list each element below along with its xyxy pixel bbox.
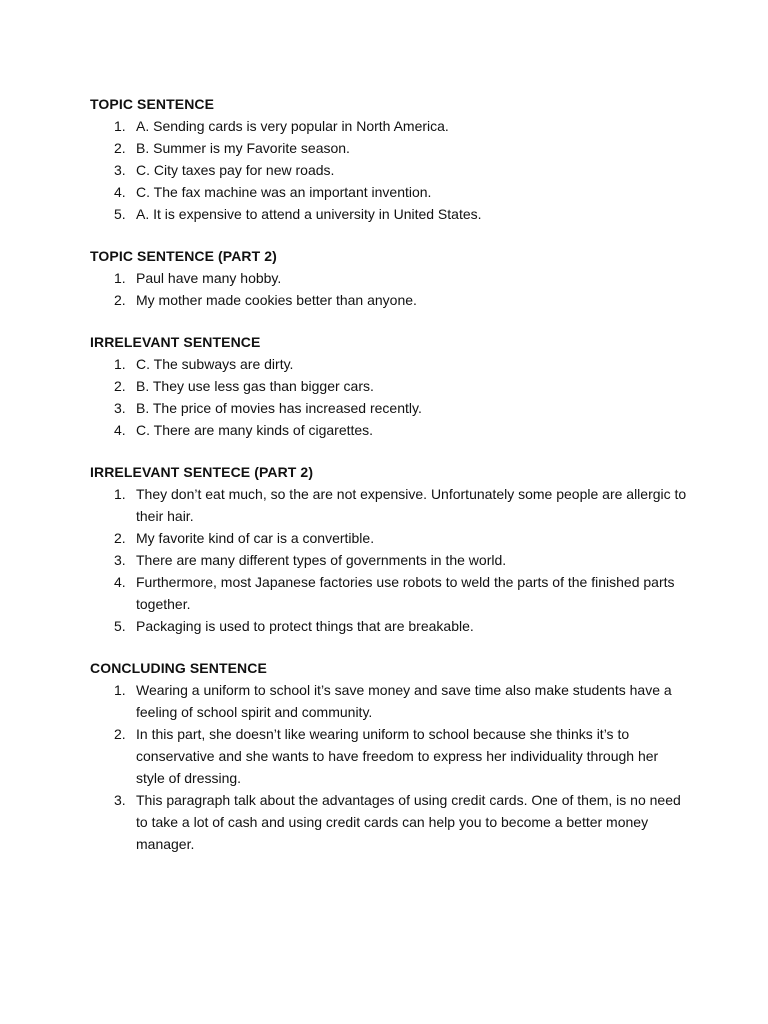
list-item xyxy=(90,159,690,181)
item-text: Paul have many hobby. xyxy=(136,270,282,286)
item-number: 5. xyxy=(114,618,126,634)
list-item xyxy=(90,571,690,615)
item-text: This paragraph talk about the advantages of using credit cards. One of them, is no need to take a lot of cash and using credit cards can help you to become a better money manager. xyxy=(136,792,681,852)
item-number: 2. xyxy=(114,530,126,546)
section-heading: IRRELEVANT SENTENCE xyxy=(90,334,261,350)
section-topic-sentence-part-2 xyxy=(90,245,690,311)
answer-list xyxy=(90,115,690,225)
item-number: 5. xyxy=(114,206,126,222)
item-text: My favorite kind of car is a convertible. xyxy=(136,530,375,546)
item-number: 1. xyxy=(114,270,126,286)
item-number: 2. xyxy=(114,292,126,308)
answer-list xyxy=(90,353,690,441)
list-item xyxy=(90,615,690,637)
item-text: A. Sending cards is very popular in North America. xyxy=(136,118,449,134)
item-text: There are many different types of governments in the world. xyxy=(136,552,507,568)
answer-list xyxy=(90,267,690,311)
item-number: 3. xyxy=(114,400,126,416)
list-item xyxy=(90,549,690,571)
section-topic-sentence xyxy=(90,93,690,225)
list-item xyxy=(90,375,690,397)
item-number: 1. xyxy=(114,356,126,372)
item-number: 4. xyxy=(114,422,126,438)
section-heading: CONCLUDING SENTENCE xyxy=(90,660,267,676)
item-number: 1. xyxy=(114,682,126,698)
item-text: My mother made cookies better than anyone. xyxy=(136,292,417,308)
item-number: 4. xyxy=(114,184,126,200)
item-text: B. Summer is my Favorite season. xyxy=(136,140,350,156)
item-number: 2. xyxy=(114,140,126,156)
item-text: C. City taxes pay for new roads. xyxy=(136,162,335,178)
item-text: C. The fax machine was an important invention. xyxy=(136,184,432,200)
document-page xyxy=(90,93,690,875)
list-item xyxy=(90,203,690,225)
item-number: 3. xyxy=(114,162,126,178)
item-text: They don’t eat much, so the are not expensive. Unfortunately some people are allergic to their hair. xyxy=(136,486,687,524)
item-number: 2. xyxy=(114,378,126,394)
item-number: 1. xyxy=(114,486,126,502)
list-item xyxy=(90,679,690,723)
item-number: 3. xyxy=(114,792,126,808)
list-item xyxy=(90,353,690,375)
item-text: Furthermore, most Japanese factories use robots to weld the parts of the finished parts together. xyxy=(136,574,675,612)
section-concluding-sentence xyxy=(90,657,690,855)
list-item xyxy=(90,397,690,419)
list-item xyxy=(90,115,690,137)
item-number: 1. xyxy=(114,118,126,134)
item-number: 4. xyxy=(114,574,126,590)
item-text: In this part, she doesn’t like wearing uniform to school because she thinks it’s to conservative and she wants to have freedom to express her individuality through her style of dressing. xyxy=(136,726,659,786)
list-item xyxy=(90,419,690,441)
item-number: 2. xyxy=(114,726,126,742)
item-text: A. It is expensive to attend a university in United States. xyxy=(136,206,482,222)
item-text: C. The subways are dirty. xyxy=(136,356,294,372)
list-item xyxy=(90,723,690,789)
item-number: 3. xyxy=(114,552,126,568)
list-item xyxy=(90,181,690,203)
list-item xyxy=(90,483,690,527)
answer-list xyxy=(90,483,690,637)
list-item xyxy=(90,527,690,549)
item-text: B. The price of movies has increased recently. xyxy=(136,400,422,416)
list-item xyxy=(90,137,690,159)
item-text: C. There are many kinds of cigarettes. xyxy=(136,422,374,438)
section-heading: TOPIC SENTENCE (PART 2) xyxy=(90,248,277,264)
list-item xyxy=(90,289,690,311)
section-irrelevant-sentence-part-2 xyxy=(90,461,690,637)
answer-list xyxy=(90,679,690,855)
list-item xyxy=(90,789,690,855)
section-heading: TOPIC SENTENCE xyxy=(90,96,215,112)
item-text: Packaging is used to protect things that are breakable. xyxy=(136,618,474,634)
list-item xyxy=(90,267,690,289)
item-text: Wearing a uniform to school it’s save money and save time also make students have a feeling of school spirit and community. xyxy=(136,682,672,720)
item-text: B. They use less gas than bigger cars. xyxy=(136,378,374,394)
section-irrelevant-sentence xyxy=(90,331,690,441)
section-heading: IRRELEVANT SENTECE (PART 2) xyxy=(90,464,314,480)
